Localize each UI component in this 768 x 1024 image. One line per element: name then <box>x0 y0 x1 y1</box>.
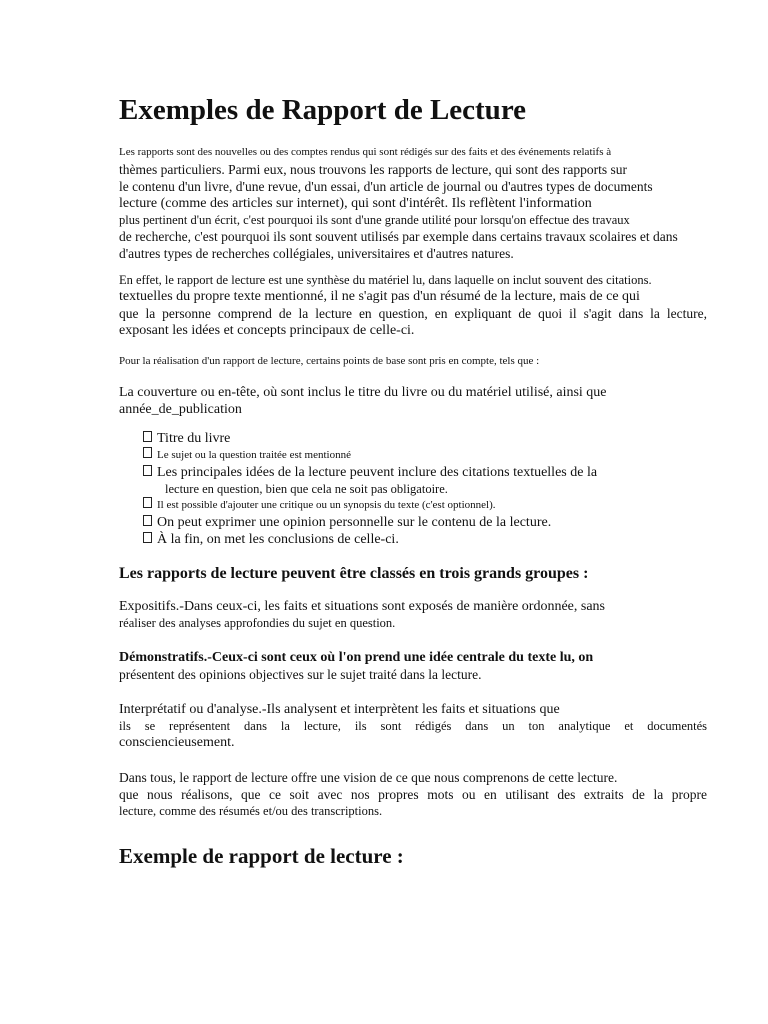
list-item-text: Les principales idées de la lecture peuvent inclure des citations textuelles de la <box>157 465 598 480</box>
text-line: lecture (comme des articles sur internet), qui sont d'intérêt. Ils reflètent l'information <box>119 196 592 211</box>
text-line: le contenu d'un livre, d'une revue, d'un essai, d'un article de journal ou d'autres types de documents <box>119 179 653 194</box>
list-item <box>143 430 707 447</box>
checkbox-glyph-icon <box>143 532 152 543</box>
text-line: réaliser des analyses approfondies du sujet en question. <box>119 616 396 630</box>
text-line: La couverture ou en-tête, où sont inclus le titre du livre ou du matériel utilisé, ainsi que <box>119 385 607 400</box>
text-line: lecture, comme des résumés et/ou des transcriptions. <box>119 804 383 818</box>
text-line: consciencieusement. <box>119 735 235 750</box>
checkbox-glyph-icon <box>143 465 152 476</box>
text-line: que nous réalisons, que ce soit avec nos propres mots ou en utilisant des extraits de la propre <box>119 787 707 802</box>
text-line: Expositifs.-Dans ceux-ci, les faits et situations sont exposés de manière ordonnée, sans <box>119 599 605 614</box>
list-item <box>143 497 707 514</box>
document-page <box>119 92 707 869</box>
synthese-paragraph <box>119 272 707 339</box>
list-item-text: À la fin, on met les conclusions de celle-ci. <box>157 532 399 547</box>
conclusion-paragraph <box>119 769 707 819</box>
text-line: En effet, le rapport de lecture est une synthèse du matériel lu, dans laquelle on inclut souvent des citations. <box>119 273 652 287</box>
text-line: d'autres types de recherches collégiales, universitaires et d'autres natures. <box>119 246 514 261</box>
realisation-paragraph <box>119 353 707 370</box>
couverture-paragraph <box>119 384 707 418</box>
list-item-text: Le sujet ou la question traitée est mentionné <box>157 449 351 461</box>
text-line: que la personne comprend de la lecture en question, en expliquant de quoi il s'agit dans la lecture, <box>119 306 707 321</box>
text-line: thèmes particuliers. Parmi eux, nous trouvons les rapports de lecture, qui sont des rapports sur <box>119 162 628 177</box>
text-line: Interprétatif ou d'analyse.-Ils analysent et interprètent les faits et situations que <box>119 702 560 717</box>
bullet-list <box>143 430 707 548</box>
checkbox-glyph-icon <box>143 447 152 458</box>
expositifs-paragraph <box>119 598 707 631</box>
list-item-text: On peut exprimer une opinion personnelle sur le contenu de la lecture. <box>157 515 552 530</box>
text-line: Dans tous, le rapport de lecture offre une vision de ce que nous comprenons de cette lecture. <box>119 770 618 785</box>
list-item <box>143 464 707 497</box>
text-line: Démonstratifs.-Ceux-ci sont ceux où l'on prend une idée centrale du texte lu, on <box>119 650 594 665</box>
list-item <box>143 531 707 548</box>
intro-paragraph <box>119 144 707 262</box>
list-item-text: Il est possible d'ajouter une critique ou un synopsis du texte (c'est optionnel). <box>157 499 496 511</box>
text-line: ils se représentent dans la lecture, ils sont rédigés dans un ton analytique et documentés <box>119 719 707 733</box>
list-item <box>143 447 707 464</box>
exemple-heading: Exemple de rapport de lecture : <box>119 844 404 868</box>
checkbox-glyph-icon <box>143 497 152 508</box>
demonstratifs-paragraph <box>119 649 707 683</box>
text-line: année_de_publication <box>119 402 242 417</box>
list-item <box>143 514 707 531</box>
list-item-continuation: lecture en question, bien que cela ne soit pas obligatoire. <box>165 482 448 496</box>
text-line: textuelles du propre texte mentionné, il ne s'agit pas d'un résumé de la lecture, mais de ce qui <box>119 289 640 304</box>
text-line: Les rapports sont des nouvelles ou des comptes rendus qui sont rédigés sur des faits et des événements relatifs à <box>119 146 612 158</box>
text-line: exposant les idées et concepts principaux de celle-ci. <box>119 323 415 338</box>
list-item-text: Titre du livre <box>157 431 231 446</box>
checkbox-glyph-icon <box>143 515 152 526</box>
groupes-heading: Les rapports de lecture peuvent être classés en trois grands groupes : <box>119 565 589 582</box>
document-title: Exemples de Rapport de Lecture <box>119 94 527 126</box>
text-line: Pour la réalisation d'un rapport de lecture, certains points de base sont pris en compte, tels que : <box>119 355 540 367</box>
text-line: de recherche, c'est pourquoi ils sont souvent utilisés par exemple dans certains travaux scolaires et dans <box>119 229 678 244</box>
interpretatif-paragraph <box>119 701 707 751</box>
checkbox-glyph-icon <box>143 431 152 442</box>
text-line: plus pertinent d'un écrit, c'est pourquoi ils sont d'une grande utilité pour lorsqu'on effectue des travaux <box>119 213 630 227</box>
text-line: présentent des opinions objectives sur le sujet traité dans la lecture. <box>119 667 482 682</box>
